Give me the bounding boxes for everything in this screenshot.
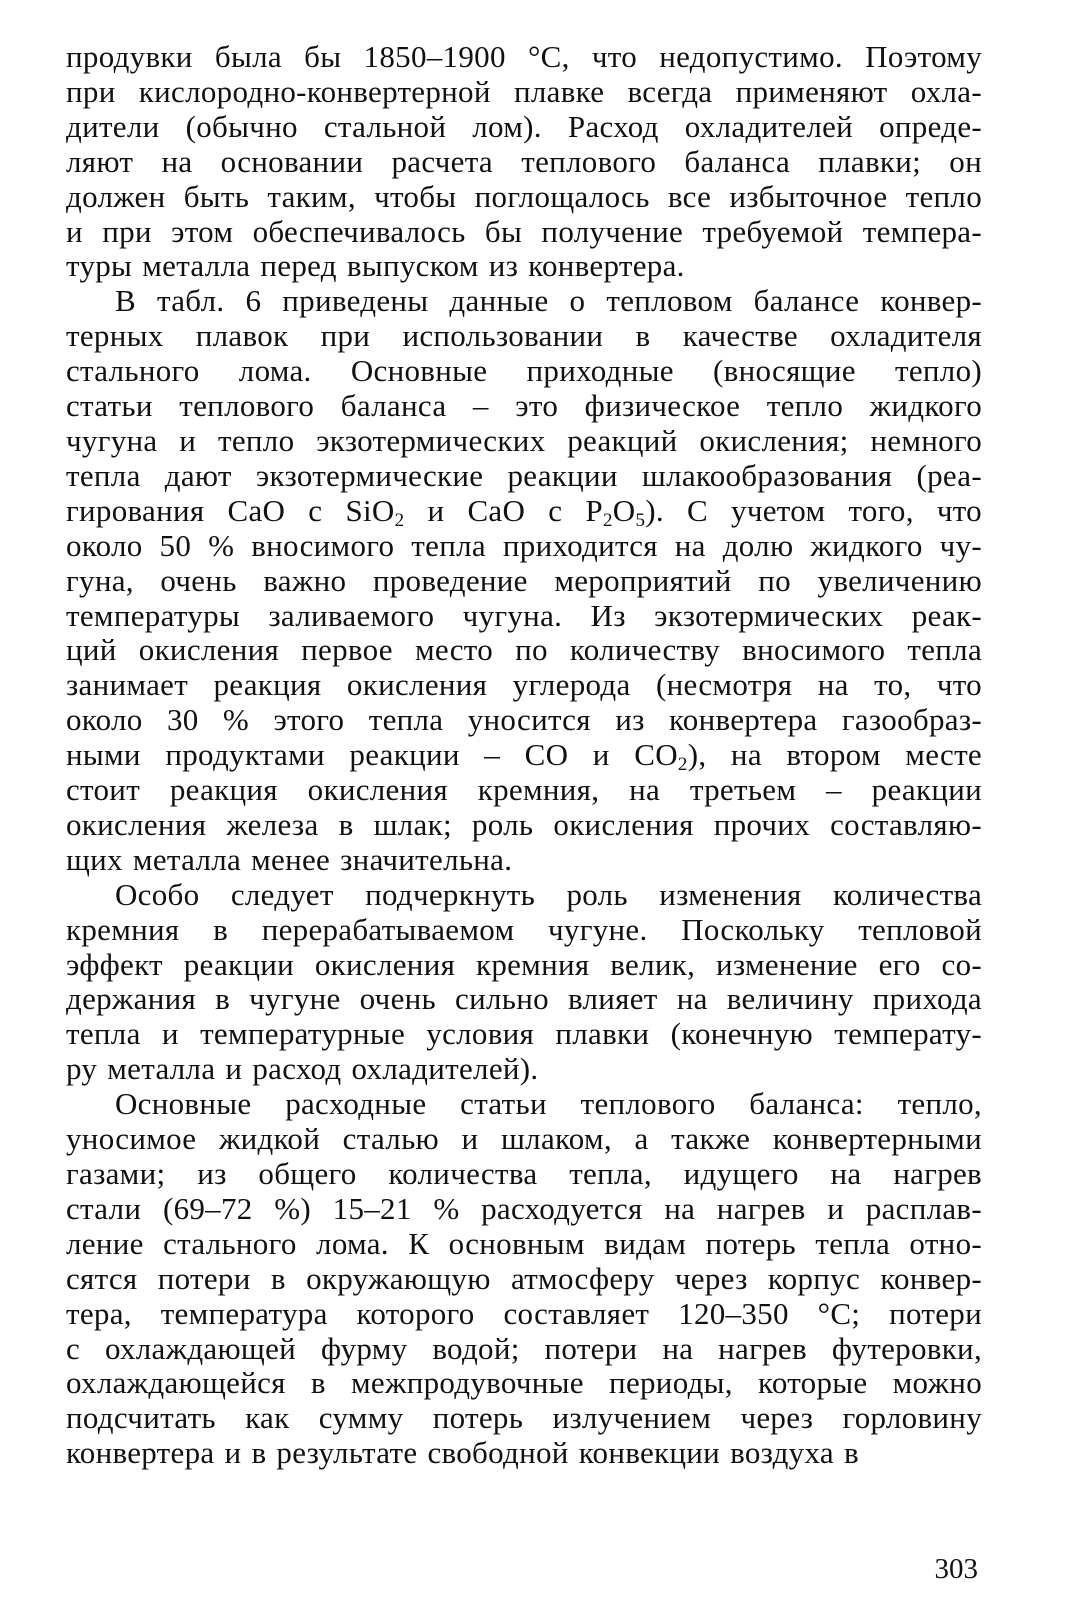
text-line: подсчитать как сумму потерь излучением через горловину bbox=[66, 1400, 982, 1436]
text-line: стоит реакция окисления кремния, на третьем – реакции bbox=[66, 772, 982, 808]
text-line: с охлаждающей фурму водой; потери на нагрев футеровки, bbox=[66, 1330, 982, 1366]
text-line: около 30 % этого тепла уносится из конвертера газообраз- bbox=[66, 702, 982, 738]
text-line: туры металла перед выпуском из конвертера. bbox=[66, 248, 685, 284]
text-line: ляют на основании расчета теплового баланса плавки; он bbox=[66, 143, 982, 179]
text-line: сятся потери в окружающую атмосферу через корпус конвер- bbox=[66, 1260, 982, 1296]
text-line: тепла дают экзотермические реакции шлакообразования (реа- bbox=[66, 457, 982, 493]
text-line: при кислородно-конвертерной плавке всегда применяют охла- bbox=[66, 73, 982, 109]
page-body bbox=[66, 40, 982, 1471]
text-line: ными продуктами реакции – CO и $CO_2$), на втором месте bbox=[66, 737, 982, 776]
text-line: должен быть таким, чтобы поглощалось все избыточное тепло bbox=[66, 178, 982, 214]
text-line: температуры заливаемого чугуна. Из экзотермических реак- bbox=[66, 597, 982, 633]
text-line: гирования CaO с SiO$_2$ и CaO с $P_2O_5$). С учетом того, что bbox=[66, 492, 982, 531]
paragraph bbox=[66, 284, 982, 877]
text-line: конвертера и в результате свободной конвекции воздуха в bbox=[66, 1435, 859, 1471]
text-line: уносимое жидкой сталью и шлаком, а также конвертерными bbox=[66, 1121, 982, 1157]
text-line: В табл. 6 приведены данные о тепловом балансе конвер- bbox=[115, 283, 982, 319]
text-line: гуна, очень важно проведение мероприятий по увеличению bbox=[66, 562, 982, 598]
text-line: окисления железа в шлак; роль окисления прочих составляю- bbox=[66, 806, 982, 842]
paragraph bbox=[66, 1087, 982, 1471]
text-line: дители (обычно стальной лом). Расход охладителей опреде- bbox=[66, 108, 982, 144]
text-line: занимает реакция окисления углерода (несмотря на то, что bbox=[66, 667, 982, 703]
paragraph bbox=[66, 878, 982, 1087]
text-line: ций окисления первое место по количеству вносимого тепла bbox=[66, 632, 982, 668]
text-line: охлаждающейся в межпродувочные периоды, которые можно bbox=[66, 1365, 982, 1401]
text-line: тера, температура которого составляет 120–350 °С; потери bbox=[66, 1295, 982, 1331]
text-line: эффект реакции окисления кремния велик, изменение его со- bbox=[66, 946, 982, 982]
text-line: щих металла менее значительна. bbox=[66, 841, 513, 877]
text-line: ру металла и расход охладителей). bbox=[66, 1051, 539, 1087]
page-number: 303 bbox=[934, 1553, 978, 1585]
paragraph bbox=[66, 40, 982, 284]
text-line: газами; из общего количества тепла, идущего на нагрев bbox=[66, 1156, 982, 1191]
text-line: стали (69–72 %) 15–21 % расходуется на нагрев и расплав- bbox=[66, 1190, 982, 1226]
text-line: тепла и температурные условия плавки (конечную температу- bbox=[66, 1016, 982, 1052]
text-line: Основные расходные статьи теплового баланса: тепло, bbox=[115, 1086, 982, 1122]
text-line: Особо следует подчеркнуть роль изменения количества bbox=[115, 876, 982, 912]
text-line: продувки была бы 1850–1900 °С, что недопустимо. Поэтому bbox=[66, 39, 982, 74]
text-line: статьи теплового баланса – это физическое тепло жидкого bbox=[66, 388, 982, 424]
text-line: и при этом обеспечивалось бы получение требуемой темпера- bbox=[66, 213, 982, 249]
text-line: кремния в перерабатываемом чугуне. Поскольку тепловой bbox=[66, 911, 982, 947]
text-line: терных плавок при использовании в качестве охладителя bbox=[66, 318, 982, 354]
text-line: чугуна и тепло экзотермических реакций окисления; немного bbox=[66, 422, 982, 458]
text-line: около 50 % вносимого тепла приходится на долю жидкого чу- bbox=[66, 527, 982, 563]
text-line: держания в чугуне очень сильно влияет на величину прихода bbox=[66, 981, 982, 1017]
text-line: ление стального лома. К основным видам потерь тепла отно- bbox=[66, 1225, 982, 1261]
text-line: стального лома. Основные приходные (вносящие тепло) bbox=[66, 353, 982, 389]
